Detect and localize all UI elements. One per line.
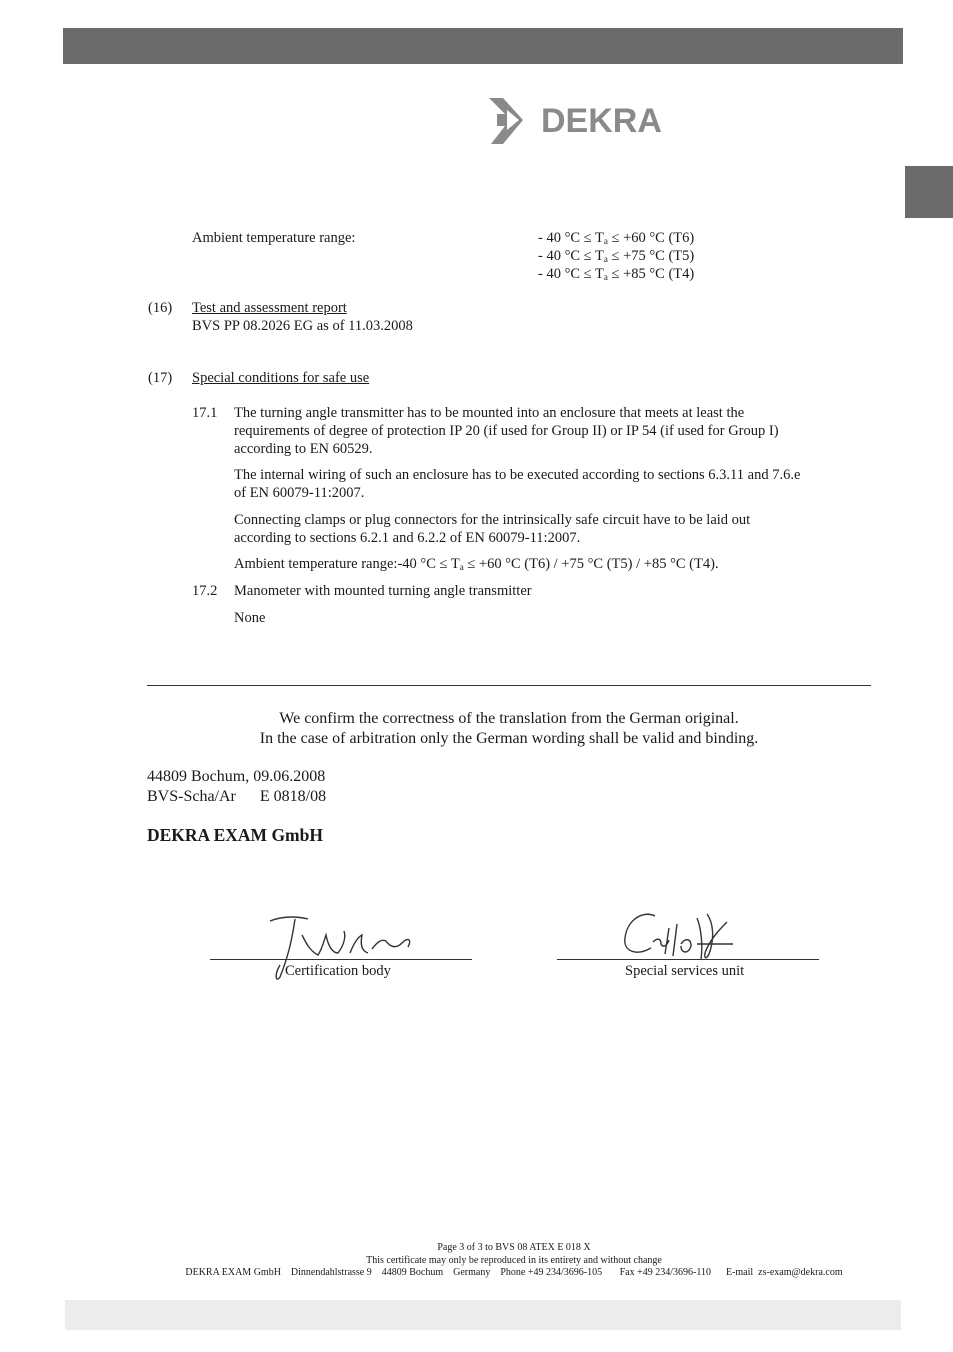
item-17-1-text: The turning angle transmitter has to be mounted into an enclosure that meets at least the [234, 405, 745, 421]
item-17-1-text: requirements of degree of protection IP 20 (if used for Group II) or IP 54 (if used for Group I) [234, 423, 779, 439]
place-date: 44809 Bochum, 09.06.2008 [147, 768, 326, 785]
side-tab-marker [905, 166, 953, 218]
item-17-2-text: None [234, 610, 266, 626]
footer-reproduction-note: This certificate may only be reproduced in its entirety and without change [366, 1255, 662, 1266]
confirmation-line: In the case of arbitration only the German wording shall be valid and binding. [259, 730, 759, 747]
top-header-bar [63, 28, 903, 64]
item-17-1-clamps: according to sections 6.2.1 and 6.2.2 of EN 60079-11:2007. [234, 530, 581, 546]
divider [147, 685, 871, 686]
section-17-title: Special conditions for safe use [192, 370, 370, 386]
section-17-number: (17) [148, 370, 173, 386]
ambient-row: - 40 $^\circ C \le T_a \le +85$ °C (T4) [538, 266, 695, 282]
item-17-2-title: Manometer with mounted turning angle transmitter [234, 583, 532, 599]
ambient-row: - 40 $^\circ C \le T_a \le +60$ °C (T6) [538, 230, 695, 246]
footer-page-info: Page 3 of 3 to BVS 08 ATEX E 018 X [437, 1242, 591, 1253]
dekra-logo-mark [489, 98, 523, 144]
item-17-1-text: according to EN 60529. [234, 441, 373, 457]
item-17-2-number: 17.2 [192, 583, 218, 599]
signature-label-right: Special services unit [625, 963, 745, 979]
confirmation-line: We confirm the correctness of the translation from the German original. [279, 710, 739, 727]
signature-block-certification [210, 905, 472, 985]
ambient-row: - 40 $^\circ C \le T_a \le +75$ °C (T5) [538, 248, 695, 264]
company-name: DEKRA EXAM GmbH [147, 825, 323, 845]
item-17-1-wiring: The internal wiring of such an enclosure has to be executed according to sections 6.3.11 and 7.6.e [234, 467, 801, 483]
item-17-1-clamps: Connecting clamps or plug connectors for the intrinsically safe circuit have to be laid out [234, 512, 751, 528]
item-17-1-wiring: of EN 60079-11:2007. [234, 485, 365, 501]
item-17-1-ambient: Ambient temperature range:-40 $^\circ C \le T_a \le +60$ °C (T6) / +75 °C (T5) / +85 °C (T4). [234, 556, 719, 572]
item-17-1-number: 17.1 [192, 405, 218, 421]
reference: BVS-Scha/Ar E 0818/08 [147, 788, 327, 805]
dekra-logo [487, 96, 667, 146]
signature-block-services [557, 898, 819, 984]
signature-label-left: Certification body [285, 963, 391, 979]
section-16-text: BVS PP 08.2026 EG as of 11.03.2008 [192, 318, 413, 334]
section-16-number: (16) [148, 300, 173, 316]
bottom-bar [65, 1300, 901, 1330]
ambient-label: Ambient temperature range: [192, 230, 356, 246]
dekra-logo-text: DEKRA [541, 102, 662, 140]
footer-contact: DEKRA EXAM GmbH Dinnendahlstrasse 9 44809 Bochum Germany Phone +49 234/3696-105 Fax +49 234/3696-110 E-mail zs-exam@dekra.com [185, 1267, 843, 1278]
section-16-title: Test and assessment report [192, 300, 347, 316]
